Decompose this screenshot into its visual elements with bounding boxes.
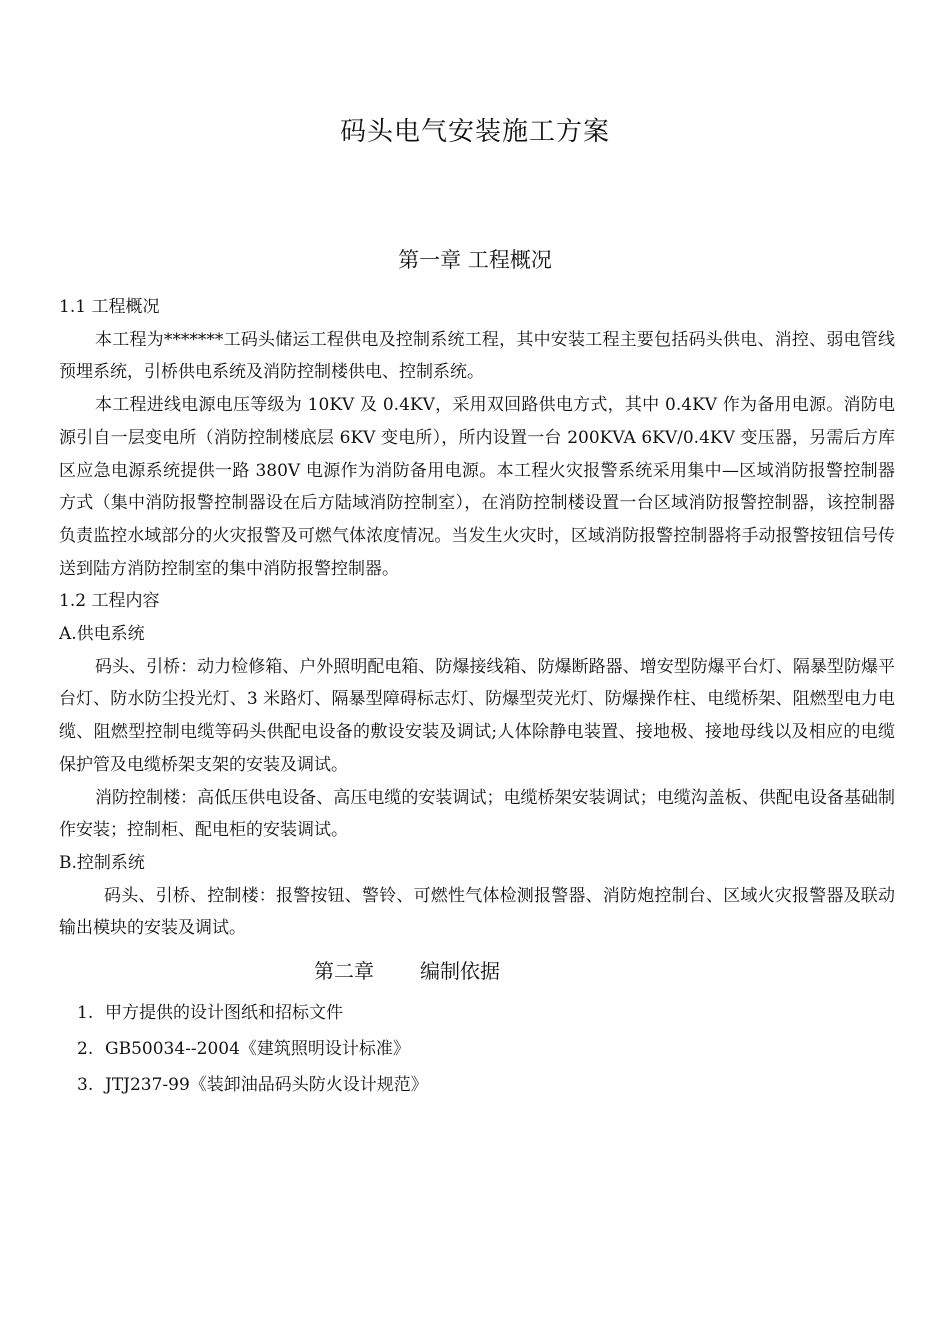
subsection-b-heading: B.控制系统 bbox=[59, 852, 145, 873]
reference-item bbox=[59, 1067, 895, 1103]
reference-text: JTJ237-99《装卸油品码头防火设计规范》 bbox=[105, 1075, 428, 1096]
subsection-b-paragraph-1: 码头、引桥、控制楼：报警按钮、警铃、可燃性气体检测报警器、消防炮控制台、区域火灾报警器及联动输出模块的安装及调试。 bbox=[59, 885, 895, 939]
chapter-2-number: 第二章 bbox=[314, 959, 374, 984]
document-body bbox=[59, 291, 895, 1103]
reference-number: 2. bbox=[77, 1039, 94, 1060]
section-1-1-paragraph-1: 本工程为*******工码头储运工程供电及控制系统工程，其中安装工程主要包括码头供电、消控、弱电管线预埋系统，引桥供电系统及消防控制楼供电、控制系统。 bbox=[59, 329, 895, 383]
section-1-1-paragraph-2: 本工程进线电源电压等级为 10KV 及 0.4KV，采用双回路供电方式，其中 0.4KV 作为备用电源。消防电源引自一层变电所（消防控制楼底层 6KV 变电所），所内设置一台 200KVA 6KV/0.4KV 变压器，另需后方库区应急电源系统提供一路 380V 电源作为消防备用电源。本工程火灾报警系统采用集中—区域消防报警控制器方式（集中消防报警控制器设在后方陆域消防控制室），在消防控制楼设置一台区域消防报警控制器，该控制器负责监控水域部分的火灾报警及可燃气体浓度情况。当发生火灾时，区域消防报警控制器将手动报警按钮信号传送到陆方消防控制室的集中消防报警控制器。 bbox=[59, 395, 895, 579]
subsection-a-paragraph-1: 码头、引桥：动力检修箱、户外照明配电箱、防爆接线箱、防爆断路器、增安型防爆平台灯、隔暴型防爆平台灯、防水防尘投光灯、3 米路灯、隔暴型障碍标志灯、防爆型荧光灯、防爆操作柱、电缆桥架、阻燃型电力电缆、阻燃型控制电缆等码头供配电设备的敷设安装及调试;人体除静电装置、接地极、接地母线以及相应的电缆保护管及电缆桥架支架的安装及调试。 bbox=[59, 656, 895, 775]
chapter-1-heading: 第一章 工程概况 bbox=[398, 248, 552, 272]
reference-number: 3. bbox=[77, 1075, 94, 1096]
chapter-2-heading bbox=[59, 947, 895, 995]
reference-number: 1. bbox=[77, 1003, 94, 1024]
section-1-2-heading: 1.2 工程内容 bbox=[59, 591, 160, 612]
subsection-a-heading: A.供电系统 bbox=[59, 624, 145, 645]
reference-item bbox=[59, 995, 895, 1031]
chapter-2-name: 编制依据 bbox=[420, 959, 500, 984]
reference-text: GB50034--2004《建筑照明设计标准》 bbox=[105, 1039, 410, 1060]
reference-text: 甲方提供的设计图纸和招标文件 bbox=[105, 1003, 343, 1024]
reference-list bbox=[59, 995, 895, 1103]
reference-item bbox=[59, 1031, 895, 1067]
document-title: 码头电气安装施工方案 bbox=[339, 117, 610, 147]
subsection-a-paragraph-2: 消防控制楼：高低压供电设备、高压电缆的安装调试；电缆桥架安装调试；电缆沟盖板、供配电设备基础制作安装；控制柜、配电柜的安装调试。 bbox=[59, 787, 895, 841]
section-1-1-heading: 1.1 工程概况 bbox=[59, 297, 160, 317]
